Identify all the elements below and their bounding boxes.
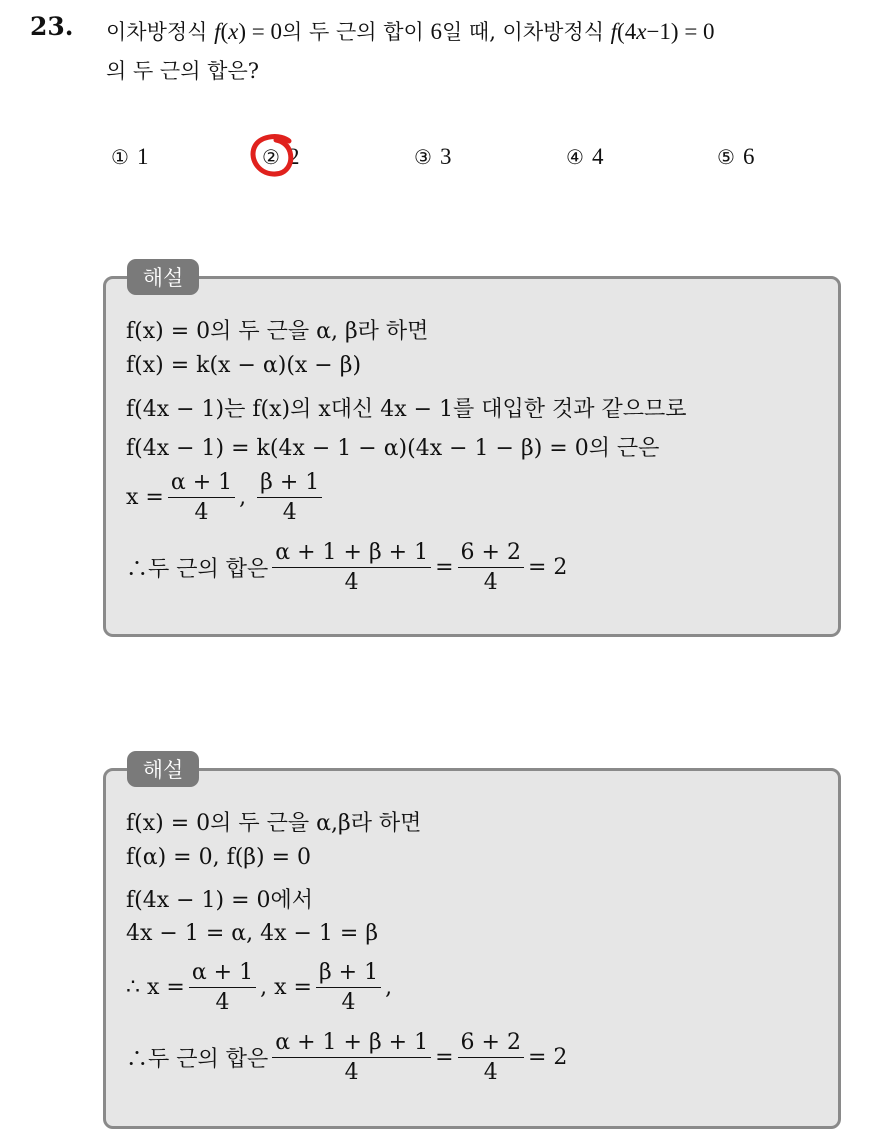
tail-text: = 2 xyxy=(527,555,568,580)
question-segment: 의 두 근의 합이 xyxy=(282,20,431,44)
explanation-2-line-4: 4x − 1 = α, 4x − 1 = β xyxy=(126,921,379,946)
denominator: 4 xyxy=(194,500,209,525)
choice-mark: ③ xyxy=(414,145,432,169)
question-segment: ) = 0 xyxy=(238,19,283,44)
question-segment: 일 때, 이차방정식 xyxy=(441,20,611,44)
explanation-1-line-3: f(4x − 1)는 f(x)의 x대신 4x − 1를 대입한 것과 같으므로 xyxy=(126,397,687,422)
choice-3[interactable] xyxy=(414,144,451,170)
fraction xyxy=(257,470,322,525)
fraction xyxy=(458,1030,524,1085)
denominator: 4 xyxy=(483,1060,498,1085)
question-segment: 이차방정식 xyxy=(106,20,215,44)
numerator: α + 1 + β + 1 xyxy=(272,540,431,568)
denominator: 4 xyxy=(483,570,498,595)
separator: , x = xyxy=(260,975,312,1000)
choice-value: 1 xyxy=(136,144,149,169)
choice-mark: ⑤ xyxy=(717,145,735,169)
equals: = xyxy=(435,555,454,580)
choice-1[interactable] xyxy=(111,144,148,170)
question-segment: x xyxy=(636,19,647,44)
explanation-1-line-4: f(4x − 1) = k(4x − 1 − α)(4x − 1 − β) = 0의 근은 xyxy=(126,436,660,461)
choice-mark: ② xyxy=(262,145,280,169)
fraction xyxy=(272,540,431,595)
explanation-2-line-1: f(x) = 0의 두 근을 α,β라 하면 xyxy=(126,811,422,836)
question-segment: f xyxy=(214,19,221,44)
explanation-2-line-6 xyxy=(126,1030,567,1085)
tail-text: , xyxy=(385,975,393,1000)
tail-text: = 2 xyxy=(527,1045,568,1070)
denominator: 4 xyxy=(344,1060,359,1085)
explanation-2-line-2: f(α) = 0, f(β) = 0 xyxy=(126,845,312,870)
question-line-2: 의 두 근의 합은? xyxy=(106,59,260,83)
numerator: β + 1 xyxy=(257,470,322,498)
numerator: α + 1 xyxy=(189,960,256,988)
explanation-2-line-5 xyxy=(126,960,392,1015)
choice-value: 6 xyxy=(742,144,755,169)
numerator: α + 1 + β + 1 xyxy=(272,1030,431,1058)
choice-value: 2 xyxy=(287,144,300,169)
question-segment: x xyxy=(228,19,239,44)
explanation-tab-2: 해설 xyxy=(127,751,199,787)
fraction xyxy=(189,960,256,1015)
lead-text: x = xyxy=(126,485,164,510)
lead-text: ∴두 근의 합은 xyxy=(126,557,269,582)
answer-circle-mark xyxy=(249,133,297,179)
question-segment: f xyxy=(610,19,618,44)
choice-5[interactable] xyxy=(717,144,754,170)
denominator: 4 xyxy=(344,570,359,595)
separator: , xyxy=(239,485,247,510)
equals: = xyxy=(435,1045,454,1070)
fraction xyxy=(316,960,381,1015)
choice-4[interactable] xyxy=(566,144,603,170)
numerator: 6 + 2 xyxy=(458,1030,524,1058)
explanation-1-line-6 xyxy=(126,540,567,595)
fraction xyxy=(272,1030,431,1085)
explanation-1-line-5 xyxy=(126,470,326,525)
question-segment: −1) = 0 xyxy=(646,19,715,44)
numerator: 6 + 2 xyxy=(458,540,524,568)
choice-mark: ④ xyxy=(566,145,584,169)
question-segment: 6 xyxy=(430,19,442,44)
choice-value: 4 xyxy=(591,144,604,169)
explanation-tab-1: 해설 xyxy=(127,259,199,295)
explanation-1-line-2: f(x) = k(x − α)(x − β) xyxy=(126,353,362,378)
lead-text: ∴ x = xyxy=(126,975,185,1000)
question-line-1 xyxy=(106,16,715,46)
explanation-1-line-1: f(x) = 0의 두 근을 α, β라 하면 xyxy=(126,319,429,344)
choice-mark: ① xyxy=(111,145,129,169)
question-segment: (4 xyxy=(617,19,637,44)
denominator: 4 xyxy=(341,990,356,1015)
numerator: β + 1 xyxy=(316,960,381,988)
explanation-2-line-3: f(4x − 1) = 0에서 xyxy=(126,888,314,913)
lead-text: ∴두 근의 합은 xyxy=(126,1047,269,1072)
denominator: 4 xyxy=(282,500,297,525)
problem-number: 23. xyxy=(30,12,74,41)
choice-value: 3 xyxy=(439,144,452,169)
numerator: α + 1 xyxy=(168,470,235,498)
fraction xyxy=(168,470,235,525)
denominator: 4 xyxy=(215,990,230,1015)
fraction xyxy=(458,540,524,595)
question-segment: ( xyxy=(220,19,229,44)
